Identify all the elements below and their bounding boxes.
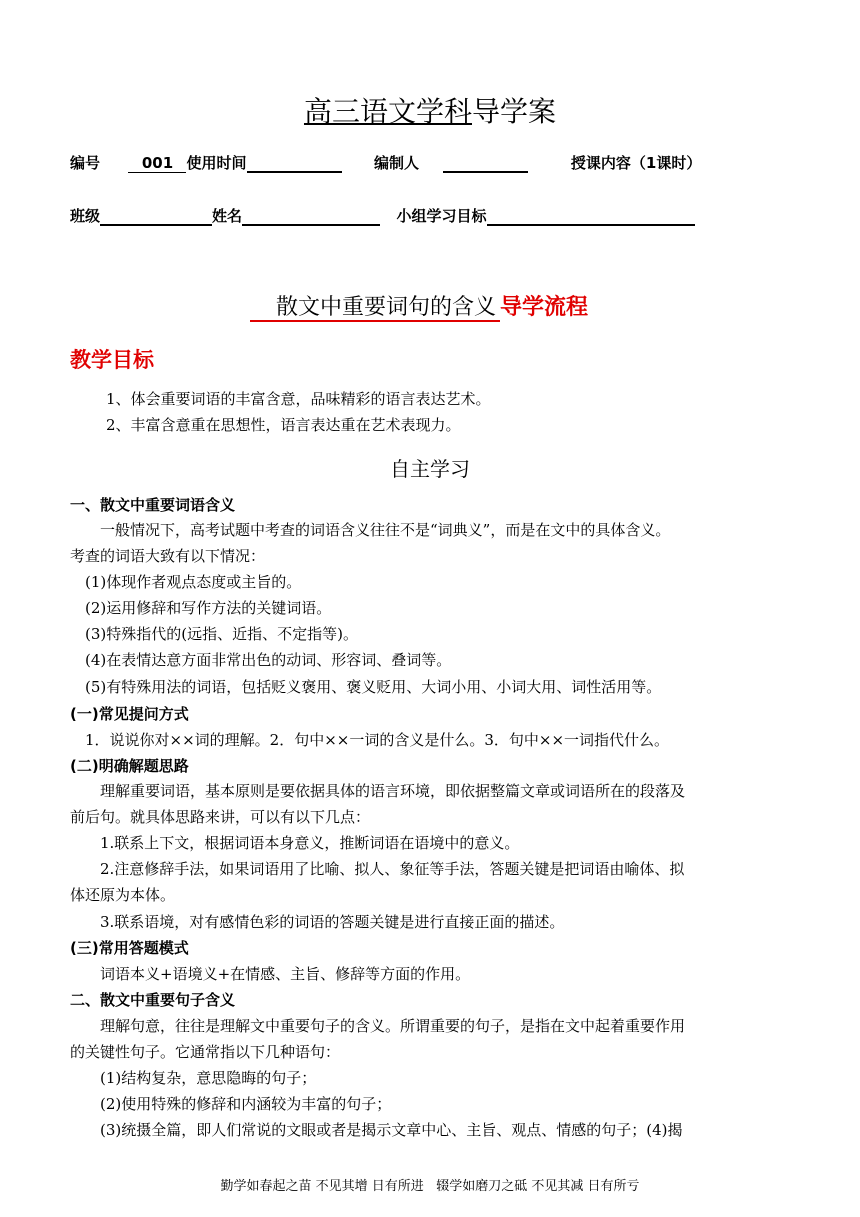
section-heading: 二、散文中重要句子含义	[70, 991, 236, 1009]
lesson-tag: 导学流程	[500, 295, 589, 320]
label-content: 授课内容（1课时）	[570, 154, 702, 172]
label-name: 姓名	[212, 207, 243, 225]
title-rest: 导学案	[472, 95, 557, 128]
objectives-heading: 教学目标	[70, 348, 154, 372]
objective-item: 1、体会重要词语的丰富含意，品味精彩的语言表达艺术。	[106, 390, 491, 408]
body-line: 3.联系语境，对有感情色彩的词语的答题关键是进行直接正面的描述。	[70, 913, 565, 931]
body-line: 一般情况下，高考试题中考查的词语含义往往不是“词典义”，而是在文中的具体含义。	[70, 521, 671, 539]
time-field[interactable]	[247, 154, 342, 173]
list-item: (2)运用修辞和写作方法的关键词语。	[70, 599, 332, 617]
list-item: (5)有特殊用法的词语，包括贬义褒用、褒义贬用、大词小用、小词大用、词性活用等。	[70, 678, 662, 696]
list-item: (1)结构复杂，意思隐晦的句子；	[70, 1069, 317, 1087]
list-item: (4)在表情达意方面非常出色的动词、形容词、叠词等。	[70, 651, 452, 669]
body-line: 2.注意修辞手法，如果词语用了比喻、拟人、象征等手法，答题关键是把词语由喻体、拟	[70, 860, 685, 878]
class-field[interactable]	[100, 207, 212, 226]
body-line: 前后句。就具体思路来讲，可以有以下几点：	[70, 808, 371, 826]
meta-row-1	[70, 152, 701, 173]
subsection-heading: (二)明确解题思路	[70, 757, 189, 775]
body-line: 的关键性句子。它通常指以下几种语句：	[70, 1043, 341, 1061]
body-line: 1．说说你对××词的理解。2．句中××一词的含义是什么。3．句中××一词指代什么。	[70, 731, 670, 749]
list-item: (1)体现作者观点态度或主旨的。	[70, 573, 302, 591]
label-class: 班级	[70, 207, 101, 225]
page-footer: 勤学如春起之苗 不见其增 日有所进 辍学如磨刀之砥 不见其减 日有所亏	[220, 1179, 640, 1194]
subsection-heading: (一)常见提问方式	[70, 705, 189, 723]
label-number: 编号	[70, 154, 101, 172]
objective-item: 2、丰富含意重在思想性，语言表达重在艺术表现力。	[106, 416, 461, 434]
title-subject: 高三语文学科	[303, 95, 472, 128]
name-field[interactable]	[242, 207, 380, 226]
list-item: (3)统摄全篇，即人们常说的文眼或者是揭示文章中心、主旨、观点、情感的句子；(4)揭	[70, 1121, 683, 1139]
page-title	[0, 90, 860, 130]
label-goal: 小组学习目标	[396, 207, 487, 225]
number-field[interactable]: 001	[128, 154, 186, 173]
goal-field[interactable]	[487, 207, 695, 226]
body-line: 理解重要词语，基本原则是要依据具体的语言环境，即依据整篇文章或词语所在的段落及	[70, 782, 686, 800]
editor-field[interactable]	[443, 154, 528, 173]
subsection-heading: (三)常用答题模式	[70, 939, 189, 957]
lesson-topic: 散文中重要词句的含义	[250, 295, 500, 322]
body-line: 理解句意，往往是理解文中重要句子的含义。所谓重要的句子，是指在文中起着重要作用	[70, 1017, 686, 1035]
body-line: 词语本义+语境义+在情感、主旨、修辞等方面的作用。	[70, 965, 471, 983]
section-heading: 一、散文中重要词语含义	[70, 496, 236, 514]
meta-row-2	[70, 205, 695, 226]
label-time: 使用时间	[186, 154, 247, 172]
list-item: (3)特殊指代的(远指、近指、不定指等)。	[70, 625, 358, 643]
study-heading: 自主学习	[390, 457, 470, 481]
body-line: 考查的词语大致有以下情况：	[70, 547, 266, 565]
body-line: 1.联系上下文，根据词语本身意义，推断词语在语境中的意义。	[70, 834, 520, 852]
lesson-subtitle	[250, 290, 588, 321]
label-editor: 编制人	[373, 154, 419, 172]
list-item: (2)使用特殊的修辞和内涵较为丰富的句子；	[70, 1095, 392, 1113]
body-line: 体还原为本体。	[70, 886, 176, 904]
